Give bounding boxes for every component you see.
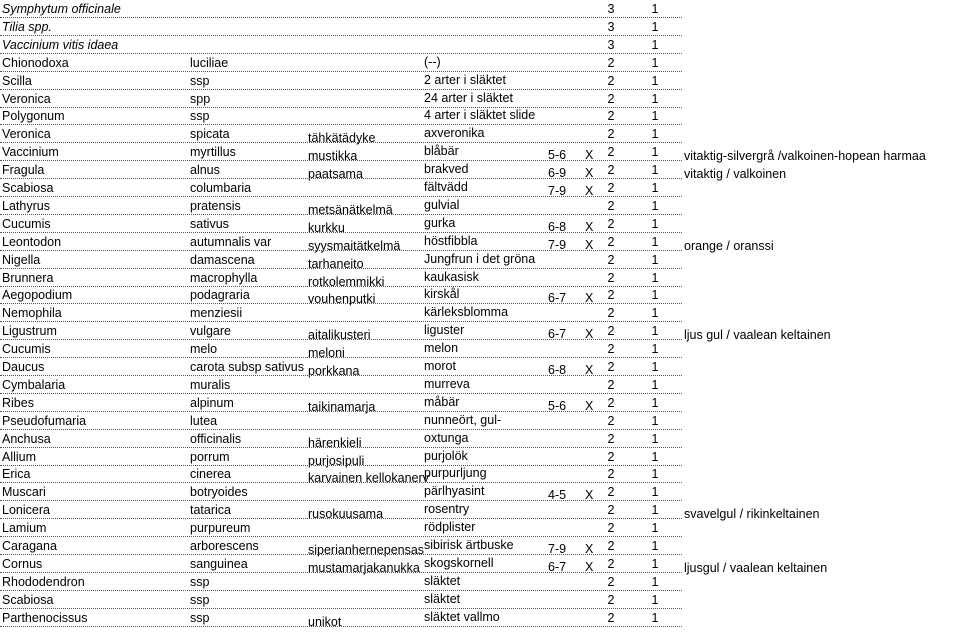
swedish-name-cell: brakved — [424, 162, 469, 177]
finnish-name-cell: rusokuusama — [308, 507, 384, 522]
species-cell: macrophylla — [190, 270, 258, 285]
finnish-name-cell: mustikka — [308, 149, 358, 164]
finnish-name-cell: kurkku — [308, 220, 345, 235]
table-row — [0, 179, 960, 197]
value-2-cell: 1 — [651, 2, 659, 16]
genus-cell: Brunnera — [2, 270, 54, 285]
table-row — [0, 215, 960, 233]
species-cell: porrum — [190, 449, 230, 464]
table-row — [0, 197, 960, 215]
finnish-name-cell: metsänätkelmä — [308, 202, 393, 217]
species-cell: spicata — [190, 127, 230, 142]
value-2-cell: 1 — [651, 145, 659, 160]
table-row — [0, 376, 960, 394]
genus-cell: Nigella — [2, 252, 41, 267]
swedish-name-cell: höstfibbla — [424, 233, 478, 248]
value-1-cell: 2 — [607, 610, 615, 625]
finnish-name-cell: paatsama — [308, 167, 363, 182]
genus-cell: Erica — [2, 467, 31, 482]
value-1-cell: 2 — [607, 539, 615, 553]
value-2-cell: 1 — [651, 91, 659, 106]
genus-cell: Leontodon — [2, 234, 62, 249]
value-1-cell: 2 — [607, 163, 615, 178]
species-cell: muralis — [190, 377, 231, 392]
table-row — [0, 412, 960, 430]
finnish-name-cell: unikot — [308, 614, 342, 629]
swedish-name-cell: rödplister — [424, 520, 476, 535]
table-row — [0, 483, 960, 501]
swedish-name-cell: morot — [424, 359, 456, 373]
value-2-cell: 1 — [651, 19, 659, 34]
bloom-period-cell: 7-9 — [548, 542, 567, 556]
species-cell: sanguinea — [190, 556, 248, 571]
mark-cell: X — [585, 148, 594, 163]
bloom-period-cell: 5-6 — [548, 398, 567, 413]
value-2-cell: 1 — [651, 288, 659, 303]
finnish-name-cell: mustamarjakanukka — [308, 560, 420, 575]
species-cell: menziesii — [190, 306, 243, 321]
value-2-cell: 1 — [651, 556, 659, 571]
value-2-cell: 1 — [651, 485, 659, 500]
value-2-cell: 1 — [651, 503, 659, 518]
mark-cell: X — [585, 166, 594, 181]
species-cell: ssp — [190, 610, 210, 625]
bloom-period-cell: 7-9 — [548, 184, 567, 198]
value-2-cell: 1 — [651, 181, 659, 195]
genus-cell: Daucus — [2, 360, 45, 374]
value-1-cell: 2 — [607, 109, 615, 124]
value-1-cell: 2 — [607, 181, 615, 195]
species-cell: columbaria — [190, 181, 252, 195]
value-2-cell: 1 — [651, 306, 659, 321]
genus-cell: Aegopodium — [2, 288, 73, 303]
species-cell: officinalis — [190, 431, 242, 446]
table-row — [0, 125, 960, 146]
swedish-name-cell: oxtunga — [424, 430, 469, 445]
value-1-cell: 2 — [607, 556, 615, 571]
species-cell: melo — [190, 342, 218, 357]
table-row — [0, 269, 960, 287]
table-row — [0, 609, 960, 627]
swedish-name-cell: sibirisk ärtbuske — [424, 538, 514, 552]
value-1-cell: 2 — [607, 521, 615, 536]
genus-cell: Polygonum — [2, 109, 65, 124]
swedish-name-cell: blåbär — [424, 144, 459, 159]
value-1-cell: 3 — [607, 2, 615, 16]
genus-cell: Ribes — [2, 395, 34, 410]
table-row — [0, 448, 960, 466]
genus-cell: Cornus — [2, 556, 43, 571]
bloom-period-cell: 6-8 — [548, 363, 567, 377]
genus-cell: Veronica — [2, 127, 51, 142]
table-row — [0, 36, 960, 54]
genus-cell: Muscari — [2, 485, 46, 500]
value-2-cell: 1 — [651, 592, 659, 607]
value-1-cell: 2 — [607, 395, 615, 410]
genus-cell: Scabiosa — [2, 592, 54, 607]
value-2-cell: 1 — [651, 127, 659, 142]
swedish-name-cell: axveronika — [424, 126, 485, 141]
table-row — [0, 286, 960, 307]
swedish-name-cell: melon — [424, 341, 459, 356]
species-cell: lutea — [190, 413, 218, 428]
swedish-name-cell: (--) — [424, 54, 441, 69]
value-2-cell: 1 — [651, 163, 659, 178]
mark-cell: X — [585, 184, 594, 198]
finnish-name-cell: aitalikusteri — [308, 328, 371, 343]
table-row — [0, 430, 960, 448]
mark-cell: X — [585, 559, 594, 574]
table-row — [0, 251, 960, 269]
swedish-name-cell: gulvial — [424, 197, 460, 212]
species-cell: sativus — [190, 216, 229, 231]
swedish-name-cell: Jungfrun i det gröna — [424, 251, 536, 266]
genus-cell: Scilla — [2, 73, 32, 88]
species-cell: botryoides — [190, 485, 248, 500]
table-row — [0, 233, 960, 251]
swedish-name-cell: rosentry — [424, 502, 470, 517]
table-row — [0, 465, 960, 486]
genus-cell: Scabiosa — [2, 181, 54, 195]
finnish-name-cell: tarhaneito — [308, 256, 364, 271]
value-2-cell: 1 — [651, 521, 659, 536]
value-1-cell: 3 — [607, 19, 615, 34]
swedish-name-cell: murreva — [424, 376, 470, 391]
genus-cell: Vaccinium vitis idaea — [2, 37, 119, 52]
finnish-name-cell: porkkana — [308, 364, 360, 378]
finnish-name-cell: härenkieli — [308, 435, 362, 450]
swedish-name-cell: 2 arter i släktet — [424, 72, 506, 87]
bloom-period-cell: 6-7 — [548, 291, 567, 306]
bloom-period-cell: 4-5 — [548, 488, 567, 503]
value-1-cell: 2 — [607, 252, 615, 267]
genus-cell: Lamium — [2, 521, 47, 536]
value-1-cell: 3 — [607, 37, 615, 52]
value-1-cell: 2 — [607, 306, 615, 321]
value-1-cell: 2 — [607, 485, 615, 500]
table-row — [0, 72, 960, 90]
finnish-name-cell: syysmaitätkelmä — [308, 238, 401, 253]
value-2-cell: 1 — [651, 198, 659, 213]
bloom-period-cell: 5-6 — [548, 148, 567, 163]
table-row — [0, 54, 960, 72]
value-1-cell: 2 — [607, 431, 615, 446]
value-1-cell: 2 — [607, 288, 615, 303]
finnish-name-cell: siperianhernepensas — [308, 543, 425, 557]
value-1-cell: 2 — [607, 574, 615, 589]
value-2-cell: 1 — [651, 324, 659, 339]
swedish-name-cell: kirskål — [424, 287, 460, 302]
color-note-cell: ljus gul / vaalean keltainen — [684, 328, 831, 343]
mark-cell: X — [585, 237, 594, 252]
mark-cell: X — [585, 398, 594, 413]
mark-cell: X — [585, 542, 594, 556]
genus-cell: Veronica — [2, 91, 51, 106]
mark-cell: X — [585, 327, 594, 342]
species-cell: alnus — [190, 163, 220, 178]
table-row — [0, 591, 960, 609]
value-2-cell: 1 — [651, 360, 659, 374]
swedish-name-cell: släktet — [424, 591, 461, 606]
value-1-cell: 2 — [607, 55, 615, 70]
species-cell: carota subsp sativus — [190, 360, 304, 374]
genus-cell: Lonicera — [2, 503, 50, 518]
genus-cell: Ligustrum — [2, 324, 57, 339]
value-2-cell: 1 — [651, 431, 659, 446]
value-1-cell: 2 — [607, 592, 615, 607]
bloom-period-cell: 6-7 — [548, 327, 567, 342]
swedish-name-cell: 4 arter i släktet slide — [424, 108, 536, 123]
bloom-period-cell: 7-9 — [548, 237, 567, 252]
species-cell: ssp — [190, 109, 210, 124]
genus-cell: Lathyrus — [2, 198, 50, 213]
swedish-name-cell: purpurljung — [424, 466, 487, 481]
species-cell: spp — [190, 91, 211, 106]
species-cell: ssp — [190, 574, 210, 589]
mark-cell: X — [585, 488, 594, 503]
table-row — [0, 501, 960, 522]
bloom-period-cell: 6-9 — [548, 166, 567, 181]
value-1-cell: 2 — [607, 449, 615, 464]
swedish-name-cell: purjolök — [424, 448, 468, 463]
swedish-name-cell: kärleksblomma — [424, 305, 509, 320]
genus-cell: Nemophila — [2, 306, 62, 321]
table-row — [0, 537, 960, 555]
value-1-cell: 2 — [607, 198, 615, 213]
finnish-name-cell: tähkätädyke — [308, 131, 376, 146]
value-1-cell: 2 — [607, 127, 615, 142]
swedish-name-cell: skogskornell — [424, 555, 494, 570]
swedish-name-cell: släktet — [424, 573, 461, 588]
swedish-name-cell: pärlhyasint — [424, 484, 485, 499]
table-row — [0, 322, 960, 343]
species-cell: purpureum — [190, 521, 251, 536]
swedish-name-cell: släktet vallmo — [424, 609, 500, 624]
genus-cell: Cucumis — [2, 216, 51, 231]
species-cell: pratensis — [190, 198, 241, 213]
species-cell: damascena — [190, 252, 255, 267]
genus-cell: Symphytum officinale — [2, 2, 121, 16]
value-2-cell: 1 — [651, 109, 659, 124]
species-cell: ssp — [190, 592, 210, 607]
genus-cell: Allium — [2, 449, 37, 464]
genus-cell: Parthenocissus — [2, 610, 88, 625]
value-1-cell: 2 — [607, 503, 615, 518]
table-row — [0, 143, 960, 164]
table-row — [0, 573, 960, 591]
value-2-cell: 1 — [651, 377, 659, 392]
value-2-cell: 1 — [651, 252, 659, 267]
species-cell: alpinum — [190, 395, 234, 410]
value-1-cell: 2 — [607, 342, 615, 357]
genus-cell: Vaccinium — [2, 145, 59, 160]
mark-cell: X — [585, 291, 594, 306]
value-1-cell: 2 — [607, 145, 615, 160]
color-note-cell: vitaktig-silvergrå /valkoinen-hopean harmaa — [684, 149, 926, 164]
swedish-name-cell: fältvädd — [424, 180, 468, 194]
finnish-name-cell: rotkolemmikki — [308, 274, 385, 289]
value-2-cell: 1 — [651, 539, 659, 553]
value-2-cell: 1 — [651, 234, 659, 249]
genus-cell: Rhododendron — [2, 574, 85, 589]
table-row — [0, 519, 960, 537]
species-cell: arborescens — [190, 539, 259, 553]
species-cell: cinerea — [190, 467, 231, 482]
genus-cell: Caragana — [2, 539, 57, 553]
genus-cell: Cucumis — [2, 342, 51, 357]
value-2-cell: 1 — [651, 37, 659, 52]
value-2-cell: 1 — [651, 55, 659, 70]
color-note-cell: svavelgul / rikinkeltainen — [684, 507, 820, 522]
bloom-period-cell: 6-7 — [548, 559, 567, 574]
bloom-period-cell: 6-8 — [548, 219, 567, 234]
species-cell: ssp — [190, 73, 210, 88]
value-2-cell: 1 — [651, 73, 659, 88]
value-2-cell: 1 — [651, 342, 659, 357]
value-1-cell: 2 — [607, 467, 615, 482]
value-2-cell: 1 — [651, 395, 659, 410]
swedish-name-cell: nunneört, gul- — [424, 412, 502, 427]
table-row — [0, 358, 960, 376]
value-2-cell: 1 — [651, 216, 659, 231]
species-cell: myrtillus — [190, 145, 236, 160]
swedish-name-cell: måbär — [424, 394, 460, 409]
table-row — [0, 340, 960, 361]
table-row — [0, 0, 960, 18]
table-row — [0, 90, 960, 108]
species-cell: podagraria — [190, 288, 250, 303]
table-row — [0, 394, 960, 412]
species-cell: autumnalis var — [190, 234, 272, 249]
value-2-cell: 1 — [651, 270, 659, 285]
value-1-cell: 2 — [607, 377, 615, 392]
mark-cell: X — [585, 219, 594, 234]
table-row — [0, 161, 960, 182]
value-2-cell: 1 — [651, 449, 659, 464]
genus-cell: Pseudofumaria — [2, 413, 87, 428]
swedish-name-cell: gurka — [424, 215, 456, 230]
value-1-cell: 2 — [607, 216, 615, 231]
table-row — [0, 304, 960, 322]
table-row — [0, 18, 960, 36]
genus-cell: Cymbalaria — [2, 377, 66, 392]
value-1-cell: 2 — [607, 413, 615, 428]
value-1-cell: 2 — [607, 324, 615, 339]
finnish-name-cell: karvainen kellokanerv — [308, 471, 429, 486]
swedish-name-cell: kaukasisk — [424, 269, 479, 284]
mark-cell: X — [585, 363, 594, 377]
value-2-cell: 1 — [651, 610, 659, 625]
value-2-cell: 1 — [651, 413, 659, 428]
value-2-cell: 1 — [651, 467, 659, 482]
value-2-cell: 1 — [651, 574, 659, 589]
genus-cell: Anchusa — [2, 431, 51, 446]
value-1-cell: 2 — [607, 234, 615, 249]
table-row — [0, 107, 960, 125]
finnish-name-cell: vouhenputki — [308, 292, 376, 307]
finnish-name-cell: purjosipuli — [308, 453, 365, 468]
swedish-name-cell: liguster — [424, 323, 465, 338]
genus-cell: Chionodoxa — [2, 55, 69, 70]
color-note-cell: orange / oranssi — [684, 238, 774, 253]
value-1-cell: 2 — [607, 360, 615, 374]
swedish-name-cell: 24 arter i släktet — [424, 90, 513, 105]
finnish-name-cell: meloni — [308, 346, 345, 361]
finnish-name-cell: taikinamarja — [308, 399, 376, 414]
table-row — [0, 555, 960, 573]
species-cell: vulgare — [190, 324, 231, 339]
value-1-cell: 2 — [607, 270, 615, 285]
genus-cell: Fragula — [2, 163, 45, 178]
value-1-cell: 2 — [607, 73, 615, 88]
species-cell: luciliae — [190, 55, 229, 70]
color-note-cell: vitaktig / valkoinen — [684, 167, 787, 182]
species-cell: tatarica — [190, 503, 231, 518]
color-note-cell: ljusgul / vaalean keltainen — [684, 560, 828, 575]
value-1-cell: 2 — [607, 91, 615, 106]
genus-cell: Tilia spp. — [2, 19, 52, 34]
